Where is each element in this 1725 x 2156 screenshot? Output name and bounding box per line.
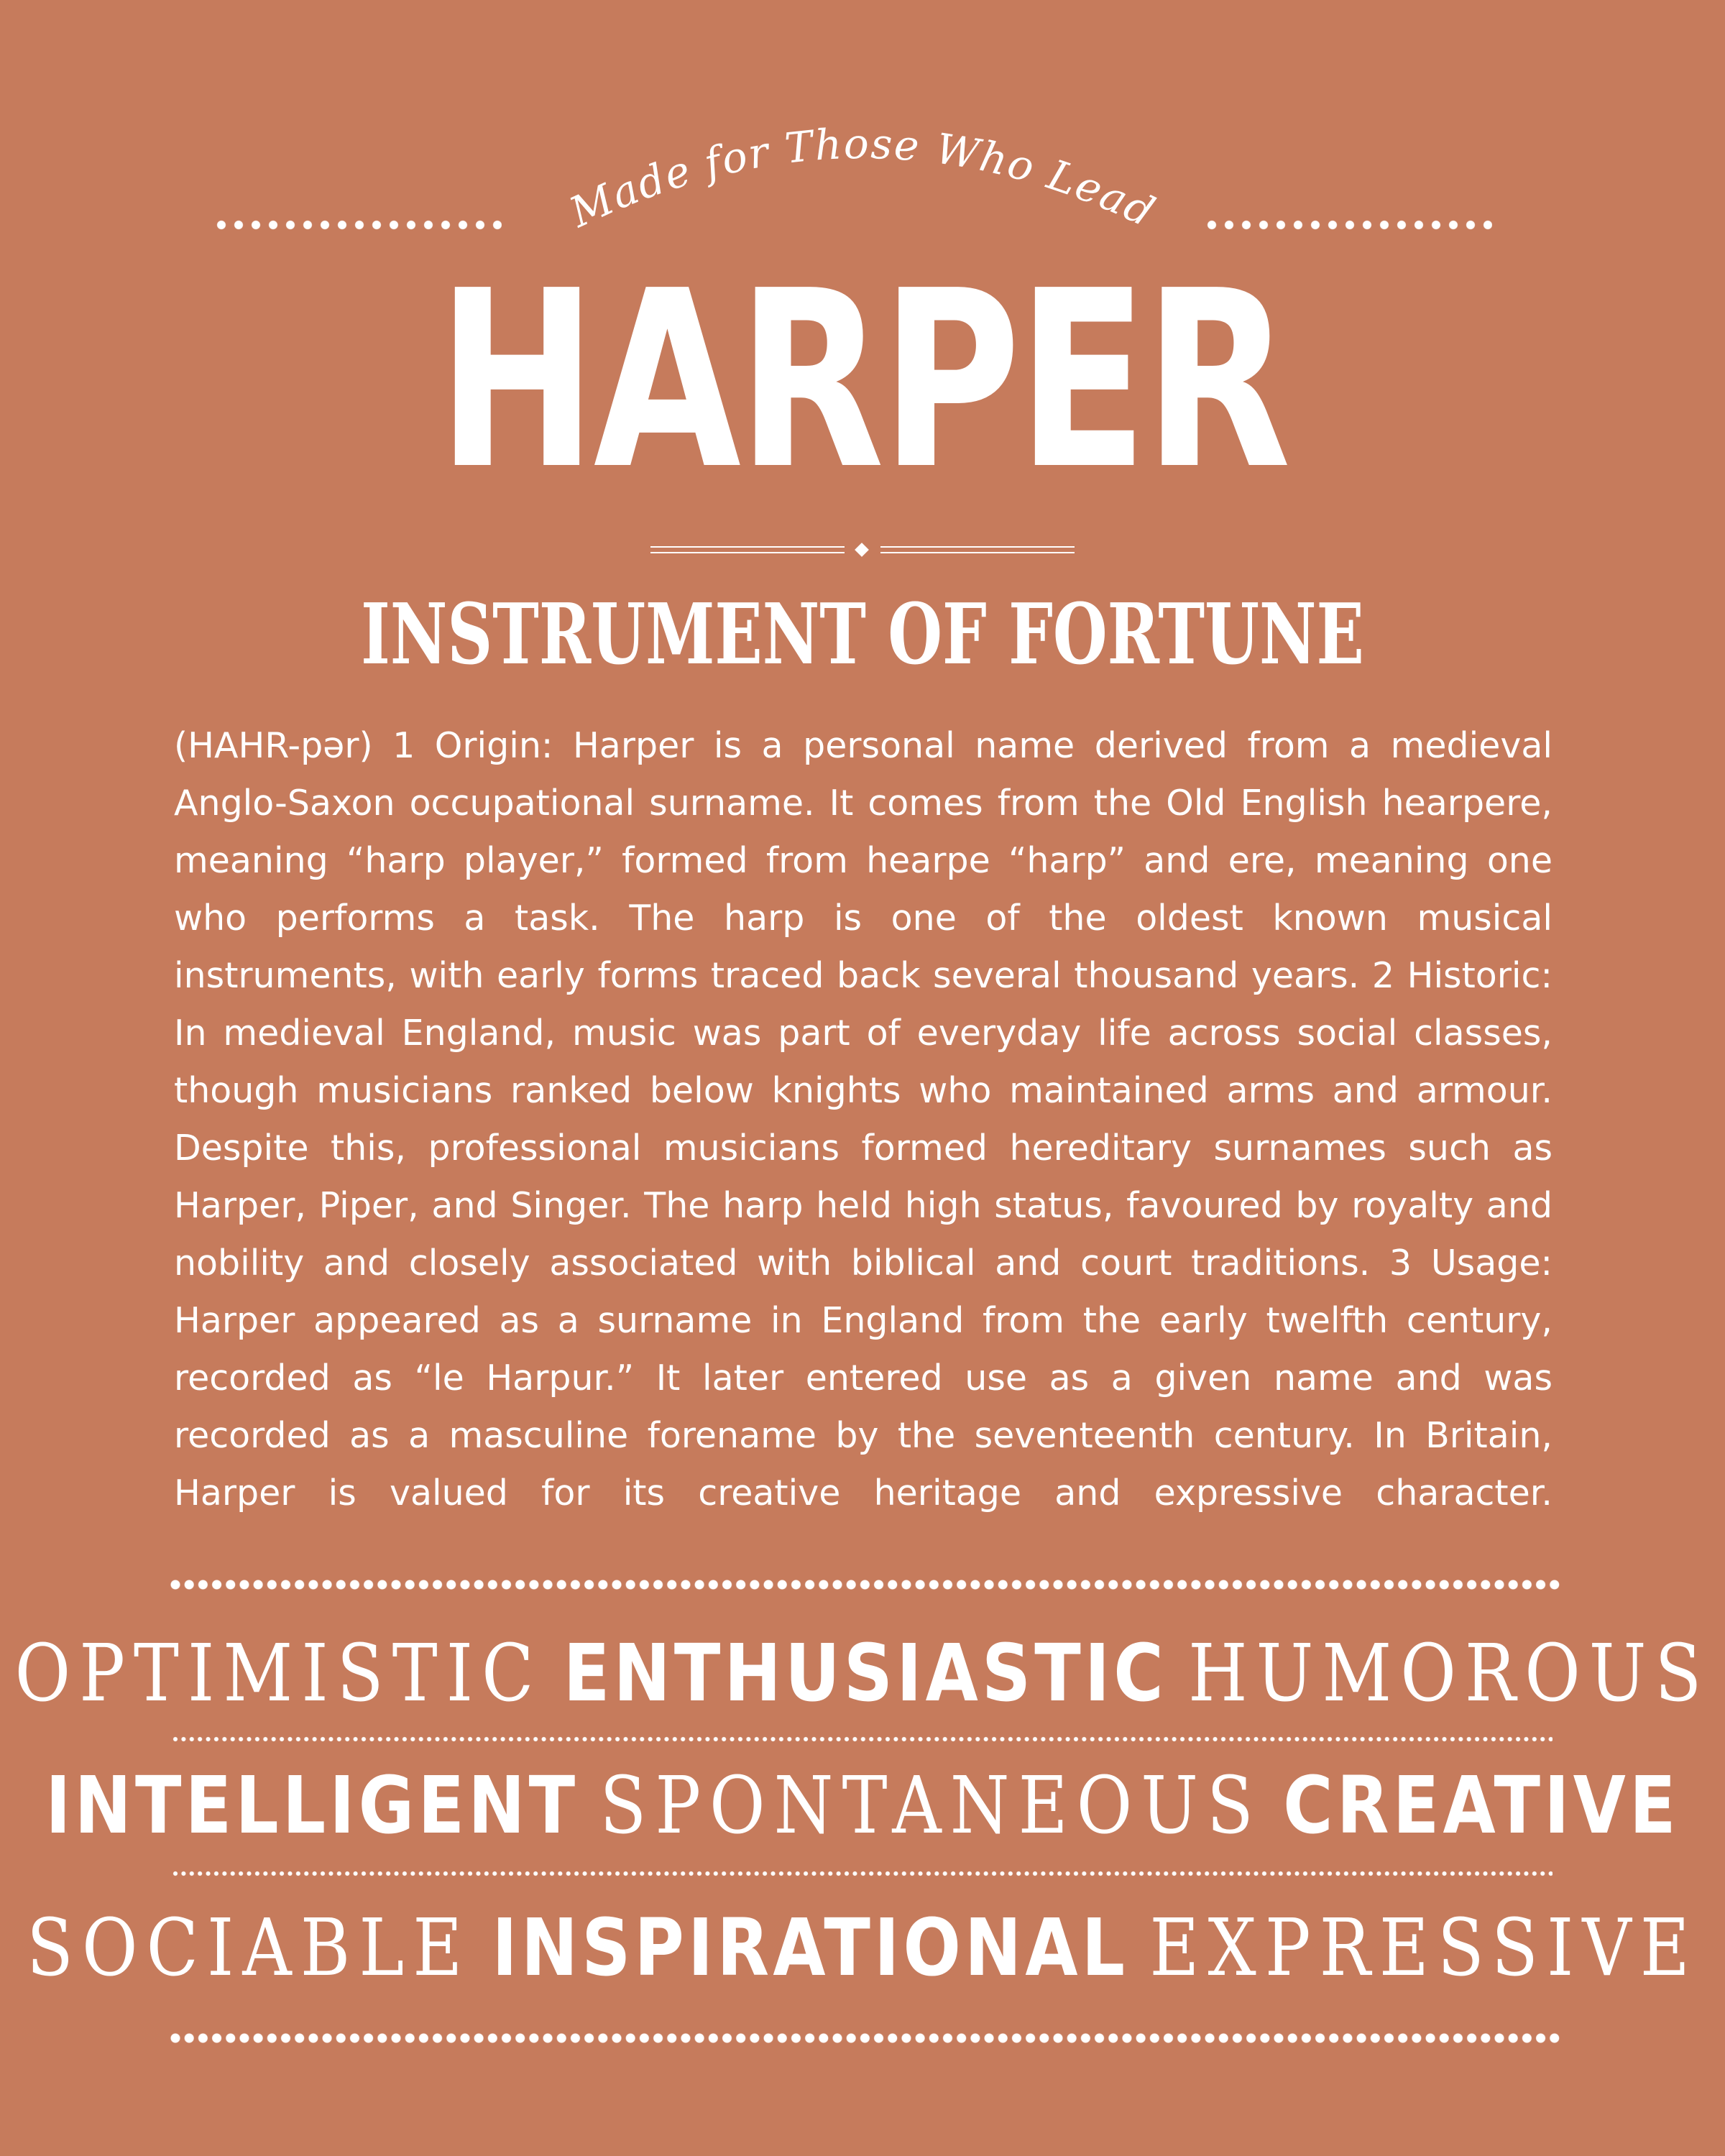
dotted-separator-2 <box>172 1871 1552 1876</box>
trait-word: CREATIVE <box>1283 1759 1680 1851</box>
tagline-arc <box>546 119 1179 237</box>
tagline-row <box>0 119 1725 237</box>
tagline-text-path: Made for Those Who Lead <box>562 119 1164 237</box>
name-description: (HAHR-pər) 1 Origin: Harper is a personal name derived from a medieval Anglo-Saxon occupational surname. It comes from the Old English hearpere, meaning “harp player,” formed from hearpe “harp” and ere, meaning one who performs a task. The harp is one of the oldest known musical instruments, with early forms traced back several thousand years. 2 Historic: In medieval England, music was part of everyday life across social classes, though musicians ranked below knights who maintained arms and armour. Despite this, professional musicians formed hereditary surnames such as Harper, Piper, and Singer. The harp held high status, favoured by royalty and nobility and closely associated with biblical and court traditions. 3 Usage: Harper appeared as a surname in England from the early twelfth century, recorded as “le Harpur.” It later entered use as a given name and was recorded as a masculine forename by the seventeenth century. In Britain, Harper is valued for its creative heritage and expressive character. <box>174 725 1552 1514</box>
trait-word: ENTHUSIASTIC <box>563 1627 1167 1719</box>
trait-word: INSPIRATIONAL <box>492 1902 1129 1994</box>
trait-word: INTELLIGENT <box>45 1759 579 1851</box>
traits-row-3 <box>0 1904 1725 2005</box>
trait-word: OPTIMISTIC <box>14 1627 543 1719</box>
meaning-subtitle: INSTRUMENT OF FORTUNE <box>361 586 1364 683</box>
name-heading: HARPER <box>437 239 1288 523</box>
ornament-divider <box>650 543 1075 557</box>
trait-word: HUMOROUS <box>1188 1627 1711 1719</box>
trait-word: SPONTANEOUS <box>599 1759 1262 1851</box>
dotted-rule-top <box>169 1577 1560 1592</box>
divider-line-right <box>880 546 1075 553</box>
divider-line-left <box>650 546 845 553</box>
tagline-dots-left <box>214 218 502 232</box>
diamond-icon <box>855 543 869 557</box>
dotted-rule-bottom <box>169 2031 1560 2045</box>
trait-word: SOCIABLE <box>27 1902 472 1994</box>
dotted-separator-1 <box>172 1736 1552 1742</box>
traits-row-2 <box>0 1759 1725 1863</box>
tagline-dots-right <box>1205 218 1492 232</box>
tagline-text <box>561 119 1163 237</box>
trait-word: EXPRESSIVE <box>1149 1902 1698 1994</box>
traits-row-1 <box>0 1627 1725 1731</box>
